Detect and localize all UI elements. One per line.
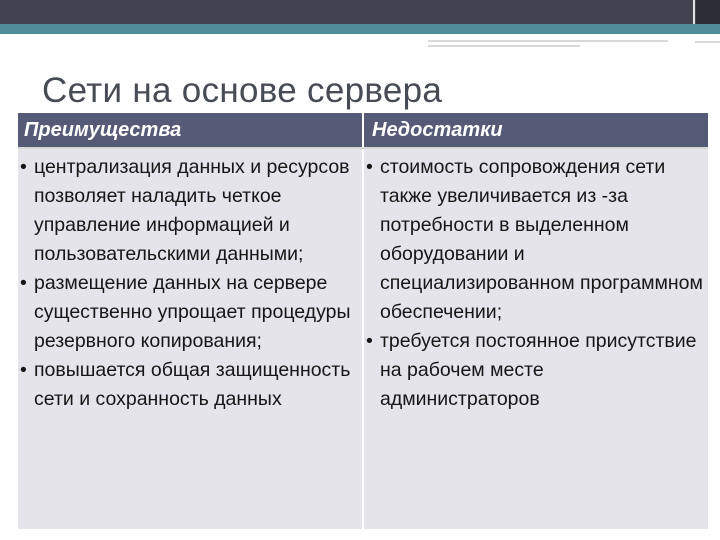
bullet-glyph: •: [20, 156, 27, 178]
bullet-glyph: •: [20, 359, 27, 381]
header-disadvantages: Недостатки: [364, 113, 708, 147]
bullet-glyph: •: [366, 156, 373, 178]
decor-line: [428, 40, 668, 42]
disadvantages-list: [366, 153, 708, 414]
comparison-table: [18, 113, 708, 529]
top-decor-bar: [0, 0, 720, 24]
list-item-text: повышается общая защищенность сети и сохранность данных: [34, 359, 351, 410]
accent-stripe: [0, 24, 720, 34]
decor-line: [428, 45, 580, 47]
list-item-text: стоимость сопровождения сети также увеличивается из -за потребности в выделенном оборудовании и специализированном программном обеспечении;: [380, 156, 703, 323]
bullet-glyph: •: [20, 272, 27, 294]
decor-divider: [693, 0, 695, 24]
advantages-cell: [18, 149, 362, 529]
bullet-glyph: •: [366, 330, 373, 352]
header-advantages: Преимущества: [18, 113, 362, 147]
list-item: [20, 356, 362, 414]
list-item: [366, 327, 708, 414]
decor-line: [695, 41, 720, 43]
list-item: [20, 153, 362, 269]
list-item: [366, 153, 708, 327]
list-item: [20, 269, 362, 356]
advantages-list: [20, 153, 362, 414]
list-item-text: централизация данных и ресурсов позволяет наладить четкое управление информацией и пользовательскими данными;: [34, 156, 350, 265]
corner-block: [696, 0, 720, 24]
list-item-text: размещение данных на сервере существенно упрощает процедуры резервного копирования;: [34, 272, 351, 352]
slide-title: Сети на основе сервера: [42, 71, 443, 110]
disadvantages-cell: [364, 149, 708, 529]
list-item-text: требуется постоянное присутствие на рабочем месте администраторов: [380, 330, 697, 410]
